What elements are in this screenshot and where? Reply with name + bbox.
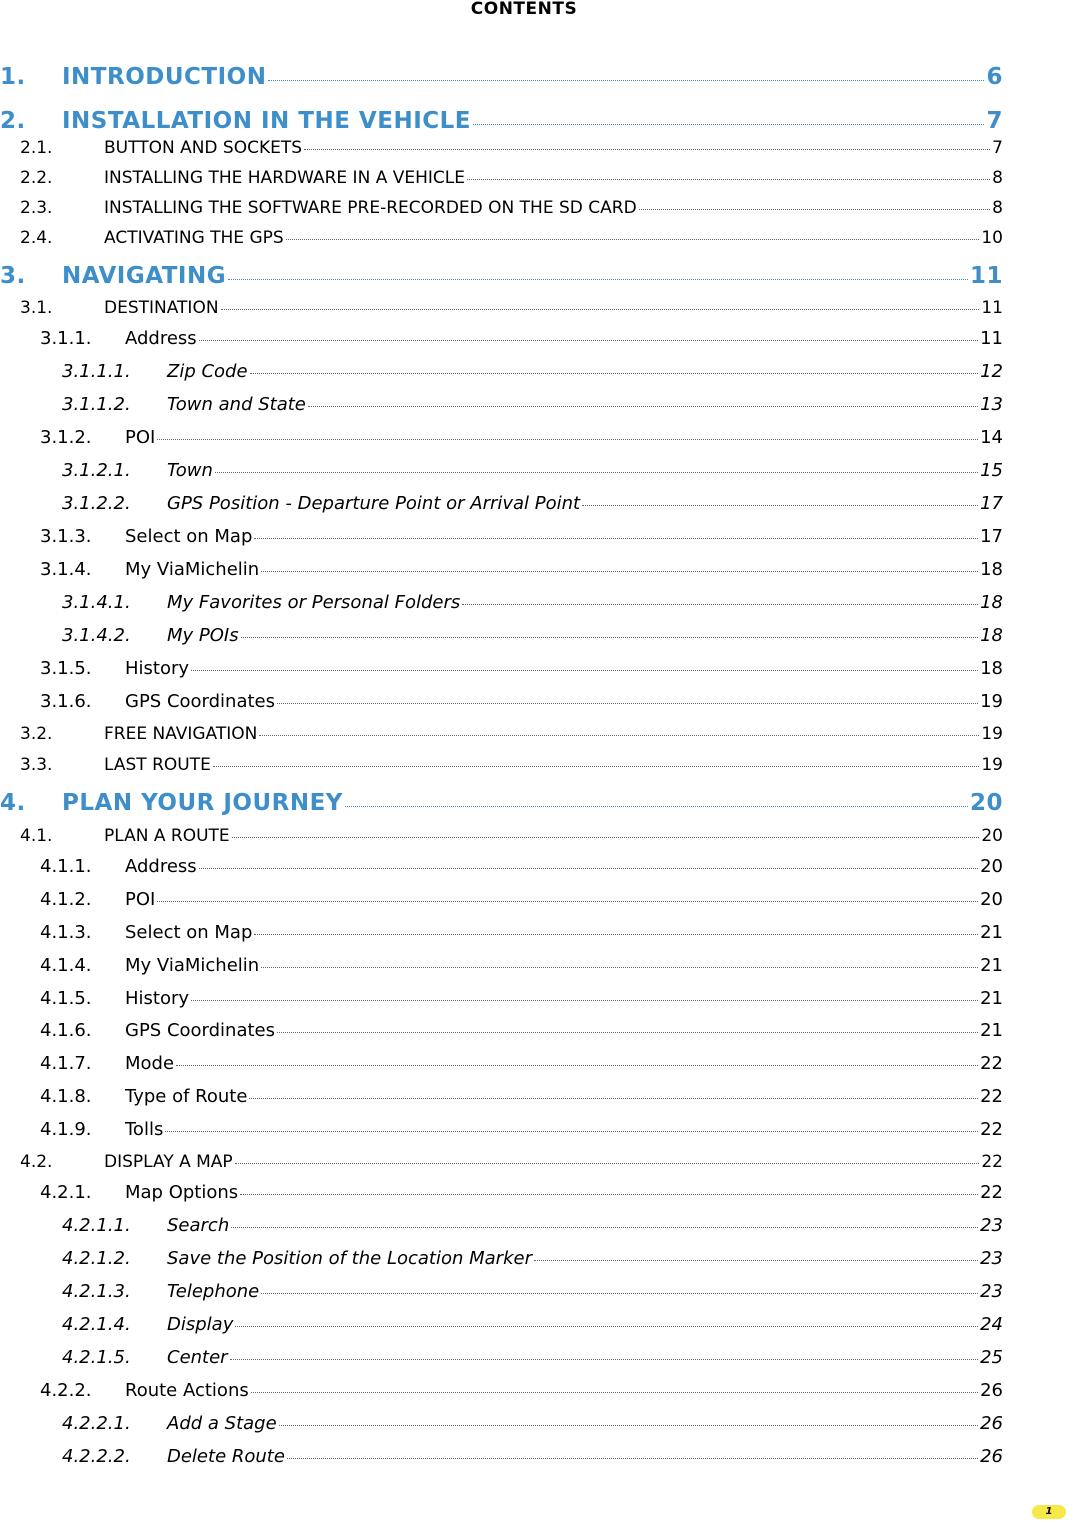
dot-leader <box>241 637 978 638</box>
toc-entry-label: POI <box>125 427 156 448</box>
dot-leader <box>240 1194 978 1195</box>
dot-leader <box>228 279 968 280</box>
toc-entry-number: 3. <box>0 263 26 289</box>
toc-entry-page: 22 <box>980 1086 1003 1107</box>
toc-entry-page: 11 <box>981 298 1003 318</box>
toc-entry-page: 22 <box>980 1119 1003 1140</box>
toc-entry-number: 3.1.1.2. <box>62 394 131 415</box>
toc-entry-number: 3.1.1.1. <box>62 361 131 382</box>
toc-entry-number: 2.4. <box>20 228 53 248</box>
toc-entry-3-1-1-1[interactable] <box>62 361 1003 382</box>
toc-entry-page: 26 <box>980 1446 1003 1467</box>
toc-entry-page: 18 <box>980 625 1003 646</box>
toc-entry-number: 3.1. <box>20 298 53 318</box>
toc-entry-page: 22 <box>980 1182 1003 1203</box>
toc-entry-page: 26 <box>980 1380 1003 1401</box>
toc-entry-number: 3.1.2. <box>40 427 92 448</box>
toc-entry-4-1-7[interactable] <box>40 1053 1003 1074</box>
dot-leader <box>199 868 978 869</box>
toc-entry-number: 4.2.2.1. <box>62 1413 131 1434</box>
toc-entry-label: FREE NAVIGATION <box>104 724 258 744</box>
toc-entry-page: 13 <box>980 394 1003 415</box>
toc-entry-4[interactable] <box>0 790 1003 816</box>
toc-entry-number: 3.1.2.1. <box>62 460 131 481</box>
toc-entry-page: 19 <box>981 724 1003 744</box>
toc-entry-label: Address <box>125 856 197 877</box>
toc-entry-3-1-1[interactable] <box>40 328 1003 349</box>
dot-leader <box>261 1293 978 1294</box>
page-number-badge: 1 <box>1032 1505 1066 1519</box>
dot-leader <box>249 1098 978 1099</box>
toc-entry-number: 2.1. <box>20 138 53 158</box>
toc-entry-2-3[interactable] <box>20 198 1003 218</box>
toc-entry-label: Telephone <box>167 1281 260 1302</box>
toc-entry-page: 18 <box>980 559 1003 580</box>
toc-entry-label: History <box>125 988 190 1009</box>
dot-leader <box>213 766 980 767</box>
toc-entry-page: 21 <box>980 988 1003 1009</box>
dot-leader <box>254 934 978 935</box>
dot-leader <box>268 80 984 81</box>
toc-entry-4-1-5[interactable] <box>40 988 1003 1009</box>
toc-entry-2-4[interactable] <box>20 228 1003 248</box>
toc-entry-label: Save the Position of the Location Marker <box>167 1248 532 1269</box>
toc-entry-label: Delete Route <box>167 1446 285 1467</box>
toc-entry-page: 14 <box>980 427 1003 448</box>
toc-entry-label: BUTTON AND SOCKETS <box>104 138 303 158</box>
toc-entry-number: 4.1.4. <box>40 955 92 976</box>
toc-entry-page: 23 <box>980 1215 1003 1236</box>
toc-entry-page: 17 <box>980 493 1003 514</box>
toc-entry-label: Tolls <box>125 1119 164 1140</box>
dot-leader <box>199 340 978 341</box>
toc-entry-label: My POIs <box>167 625 239 646</box>
dot-leader <box>157 901 978 902</box>
toc-entry-label: DISPLAY A MAP <box>104 1152 233 1172</box>
dot-leader <box>287 1458 978 1459</box>
toc-entry-label: NAVIGATING <box>62 263 227 289</box>
toc-entry-number: 4.1. <box>20 826 53 846</box>
toc-entry-label: History <box>125 658 190 679</box>
dot-leader <box>250 373 979 374</box>
toc-entry-page: 8 <box>992 198 1003 218</box>
toc-entry-label: GPS Coordinates <box>125 1020 276 1041</box>
dot-leader <box>308 406 978 407</box>
toc-entry-number: 4.1.1. <box>40 856 92 877</box>
toc-entry-4-1-1[interactable] <box>40 856 1003 877</box>
dot-leader <box>261 967 978 968</box>
toc-entry-number: 3.1.1. <box>40 328 92 349</box>
toc-entry-label: Zip Code <box>167 361 248 382</box>
toc-entry-number: 4.1.9. <box>40 1119 92 1140</box>
toc-entry-label: LAST ROUTE <box>104 755 211 775</box>
toc-entry-page: 20 <box>981 826 1003 846</box>
dot-leader <box>165 1131 978 1132</box>
dot-leader <box>534 1260 978 1261</box>
dot-leader <box>221 309 980 310</box>
toc-entry-number: 4.2.1.4. <box>62 1314 131 1335</box>
dot-leader <box>467 179 990 180</box>
toc-entry-4-2-1[interactable] <box>40 1182 1003 1203</box>
toc-entry-number: 3.3. <box>20 755 53 775</box>
dot-leader <box>215 472 978 473</box>
toc-entry-number: 1. <box>0 64 26 90</box>
toc-entry-4-1-3[interactable] <box>40 922 1003 943</box>
dot-leader <box>235 1163 980 1164</box>
toc-entry-page: 22 <box>980 1053 1003 1074</box>
toc-entry-label: INSTALLING THE SOFTWARE PRE-RECORDED ON THE SD CARD <box>104 198 637 218</box>
toc-entry-page: 6 <box>986 64 1003 90</box>
toc-entry-label: INSTALLATION IN THE VEHICLE <box>62 108 471 134</box>
toc-entry-4-2[interactable] <box>20 1152 1003 1172</box>
toc-entry-label: POI <box>125 889 156 910</box>
toc-entry-4-2-1-3[interactable] <box>62 1281 1003 1302</box>
toc-entry-4-1-6[interactable] <box>40 1020 1003 1041</box>
dot-leader <box>176 1065 978 1066</box>
toc-entry-page: 11 <box>969 263 1003 289</box>
dot-leader <box>231 1227 978 1228</box>
toc-entry-label: DESTINATION <box>104 298 219 318</box>
toc-entry-label: GPS Position - Departure Point or Arrival Point <box>167 493 581 514</box>
toc-entry-page: 19 <box>980 691 1003 712</box>
toc-entry-3-1-2-2[interactable] <box>62 493 1003 514</box>
dot-leader <box>251 1392 978 1393</box>
toc-entry-4-1-2[interactable] <box>40 889 1003 910</box>
dot-leader <box>254 538 978 539</box>
toc-entry-page: 18 <box>980 658 1003 679</box>
toc-entry-page: 10 <box>981 228 1003 248</box>
dot-leader <box>261 571 978 572</box>
dot-leader <box>286 239 980 240</box>
toc-entry-label: Town and State <box>167 394 306 415</box>
toc-entry-number: 4.2.1.1. <box>62 1215 131 1236</box>
toc-entry-label: Search <box>167 1215 230 1236</box>
toc-entry-page: 26 <box>980 1413 1003 1434</box>
toc-entry-page: 7 <box>992 138 1003 158</box>
toc-entry-label: Display <box>167 1314 234 1335</box>
toc-entry-label: Select on Map <box>125 526 253 547</box>
dot-leader <box>232 837 980 838</box>
toc-entry-number: 3.1.3. <box>40 526 92 547</box>
toc-entry-number: 2.2. <box>20 168 53 188</box>
dot-leader <box>639 209 991 210</box>
toc-entry-number: 4.2.1.2. <box>62 1248 131 1269</box>
toc-entry-page: 18 <box>980 592 1003 613</box>
toc-entry-3-3[interactable] <box>20 755 1003 775</box>
toc-entry-page: 23 <box>980 1248 1003 1269</box>
toc-entry-4-2-1-5[interactable] <box>62 1347 1003 1368</box>
toc-entry-number: 4.1.2. <box>40 889 92 910</box>
toc-entry-1[interactable] <box>0 64 1003 90</box>
toc-entry-page: 21 <box>980 1020 1003 1041</box>
toc-entry-page: 20 <box>980 856 1003 877</box>
toc-entry-number: 2.3. <box>20 198 53 218</box>
toc-entry-3[interactable] <box>0 263 1003 289</box>
toc-entry-number: 4.2.2.2. <box>62 1446 131 1467</box>
toc-entry-3-1-6[interactable] <box>40 691 1003 712</box>
dot-leader <box>277 703 978 704</box>
dot-leader <box>230 1359 979 1360</box>
toc-entry-page: 20 <box>980 889 1003 910</box>
toc-entry-number: 4.2.2. <box>40 1380 92 1401</box>
toc-entry-4-1[interactable] <box>20 826 1003 846</box>
toc-entry-4-2-1-2[interactable] <box>62 1248 1003 1269</box>
toc-entry-label: Mode <box>125 1053 175 1074</box>
toc-entry-label: PLAN A ROUTE <box>104 826 230 846</box>
toc-entry-2[interactable] <box>0 108 1003 134</box>
toc-entry-3-1-2[interactable] <box>40 427 1003 448</box>
toc-entry-label: Add a Stage <box>167 1413 277 1434</box>
toc-entry-label: PLAN YOUR JOURNEY <box>62 790 343 816</box>
toc-entry-label: INTRODUCTION <box>62 64 267 90</box>
toc-entry-label: My ViaMichelin <box>125 955 260 976</box>
toc-entry-page: 24 <box>980 1314 1003 1335</box>
toc-entry-number: 4.2. <box>20 1152 53 1172</box>
toc-entry-3-1-4-1[interactable] <box>62 592 1003 613</box>
toc-entry-number: 4.1.7. <box>40 1053 92 1074</box>
toc-entry-page: 7 <box>986 108 1003 134</box>
toc-entry-number: 4.1.6. <box>40 1020 92 1041</box>
toc-entry-4-1-4[interactable] <box>40 955 1003 976</box>
toc-entry-page: 8 <box>992 168 1003 188</box>
toc-entry-page: 11 <box>980 328 1003 349</box>
toc-entry-label: Map Options <box>125 1182 239 1203</box>
toc-entry-page: 12 <box>980 361 1003 382</box>
toc-entry-3-2[interactable] <box>20 724 1003 744</box>
toc-entry-4-2-2-1[interactable] <box>62 1413 1003 1434</box>
dot-leader <box>582 505 978 506</box>
toc-entry-page: 22 <box>981 1152 1003 1172</box>
dot-leader <box>191 670 978 671</box>
toc-entry-page: 19 <box>981 755 1003 775</box>
toc-entry-number: 3.1.5. <box>40 658 92 679</box>
toc-entry-number: 4.1.8. <box>40 1086 92 1107</box>
toc-entry-page: 21 <box>980 955 1003 976</box>
dot-leader <box>157 439 978 440</box>
toc-entry-page: 20 <box>969 790 1003 816</box>
toc-entry-page: 21 <box>980 922 1003 943</box>
toc-entry-number: 3.1.4.2. <box>62 625 131 646</box>
dot-leader <box>191 1000 978 1001</box>
toc-entry-2-2[interactable] <box>20 168 1003 188</box>
toc-entry-2-1[interactable] <box>20 138 1003 158</box>
page-title: CONTENTS <box>470 0 578 19</box>
dot-leader <box>235 1326 978 1327</box>
toc-entry-label: Select on Map <box>125 922 253 943</box>
toc-entry-number: 3.1.4.1. <box>62 592 131 613</box>
dot-leader <box>259 735 979 736</box>
toc-entry-number: 3.1.6. <box>40 691 92 712</box>
toc-entry-number: 2. <box>0 108 26 134</box>
toc-entry-label: GPS Coordinates <box>125 691 276 712</box>
dot-leader <box>462 604 978 605</box>
dot-leader <box>304 149 990 150</box>
toc-entry-label: Center <box>167 1347 228 1368</box>
toc-entry-label: Route Actions <box>125 1380 249 1401</box>
toc-entry-4-2-2[interactable] <box>40 1380 1003 1401</box>
toc-entry-4-1-8[interactable] <box>40 1086 1003 1107</box>
toc-entry-number: 3.2. <box>20 724 53 744</box>
toc-entry-page: 17 <box>980 526 1003 547</box>
toc-entry-3-1-4[interactable] <box>40 559 1003 580</box>
toc-entry-number: 4.1.3. <box>40 922 92 943</box>
toc-entry-4-2-1-1[interactable] <box>62 1215 1003 1236</box>
toc-entry-page: 15 <box>980 460 1003 481</box>
dot-leader <box>277 1032 978 1033</box>
dot-leader <box>279 1425 978 1426</box>
toc-entry-page: 25 <box>980 1347 1003 1368</box>
toc-entry-number: 4.2.1. <box>40 1182 92 1203</box>
toc-entry-4-1-9[interactable] <box>40 1119 1003 1140</box>
toc-entry-4-2-2-2[interactable] <box>62 1446 1003 1467</box>
toc-entry-3-1-3[interactable] <box>40 526 1003 547</box>
toc-entry-number: 4.2.1.3. <box>62 1281 131 1302</box>
toc-entry-label: My ViaMichelin <box>125 559 260 580</box>
dot-leader <box>473 124 984 125</box>
toc-entry-4-2-1-4[interactable] <box>62 1314 1003 1335</box>
toc-entry-3-1-4-2[interactable] <box>62 625 1003 646</box>
toc-entry-3-1-1-2[interactable] <box>62 394 1003 415</box>
toc-entry-number: 4. <box>0 790 26 816</box>
toc-entry-3-1-5[interactable] <box>40 658 1003 679</box>
toc-entry-number: 3.1.4. <box>40 559 92 580</box>
toc-entry-number: 4.2.1.5. <box>62 1347 131 1368</box>
toc-entry-number: 4.1.5. <box>40 988 92 1009</box>
toc-entry-label: ACTIVATING THE GPS <box>104 228 284 248</box>
toc-entry-page: 23 <box>980 1281 1003 1302</box>
toc-entry-label: Town <box>167 460 213 481</box>
dot-leader <box>345 806 968 807</box>
toc-entry-3-1[interactable] <box>20 298 1003 318</box>
toc-entry-label: INSTALLING THE HARDWARE IN A VEHICLE <box>104 168 465 188</box>
toc-entry-number: 3.1.2.2. <box>62 493 131 514</box>
toc-entry-label: My Favorites or Personal Folders <box>167 592 461 613</box>
toc-entry-label: Type of Route <box>125 1086 248 1107</box>
toc-entry-label: Address <box>125 328 197 349</box>
toc-entry-3-1-2-1[interactable] <box>62 460 1003 481</box>
